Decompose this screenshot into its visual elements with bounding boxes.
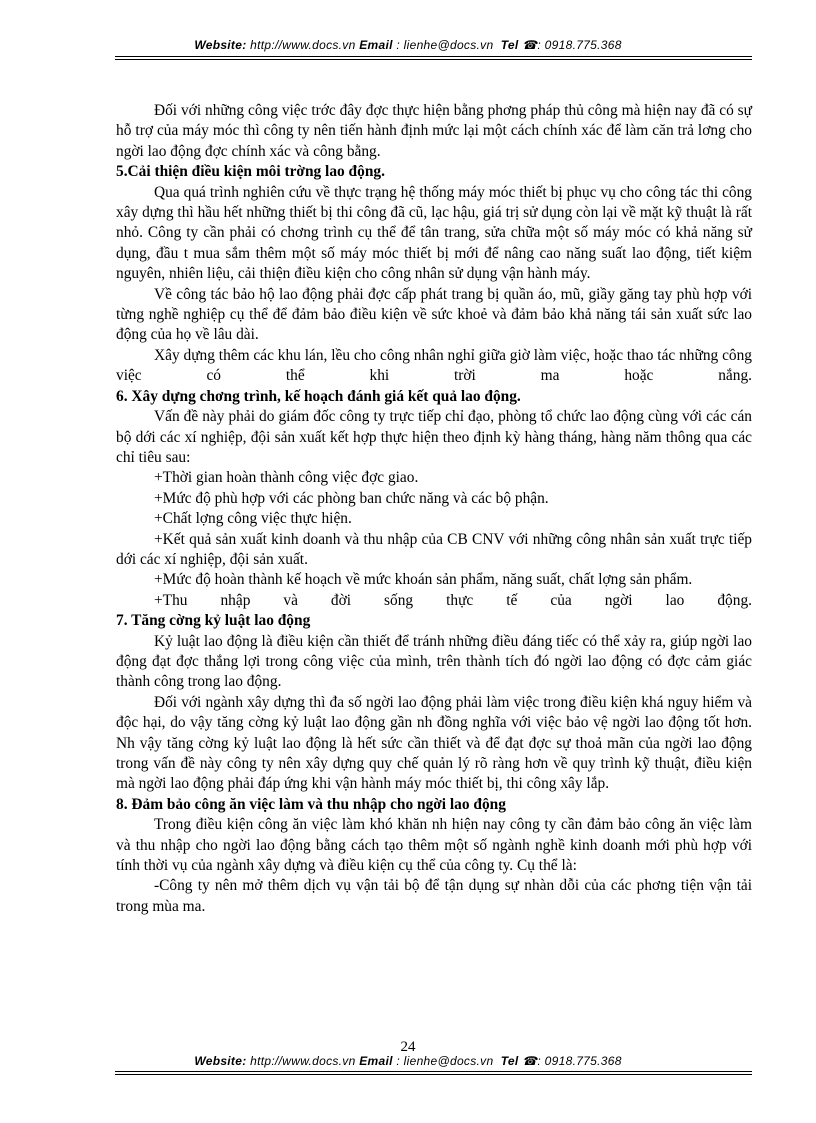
header-email-value[interactable]: : lienhe@docs.vn [396,38,494,52]
phone-icon: ☎ [522,38,538,52]
paragraph: Đối với ngành xây dựng thì đa số ngời lao động phải làm việc trong điều kiện khá nguy hiểm và độc hại, do vậy tăng cờng kỷ luật lao động gần nh đồng nghĩa với việc bảo vệ ngời lao động tốt hơn. Nh vậy tăng cờng kỷ luật lao động là hết sức cần thiết và để đạt đợc sự thoả mãn của ngời lao động trong vấn đề này công ty nên xây dựng quy chế quản lý rõ ràng hơn về quy trình kỹ thuật, điều kiện mà ngời lao động phải đáp ứng khi vận hành máy móc thiết bị, thi công xây lắp. [116,693,752,793]
section-heading-5: 5.Cải thiện điều kiện môi trờng lao động. [116,163,385,181]
list-item: +Mức độ phù hợp với các phòng ban chức năng và các bộ phận. [154,489,549,507]
footer-email-label: Email [359,1054,393,1068]
list-item: +Thời gian hoàn thành công việc đợc giao. [154,469,419,487]
page-number: 24 [400,1039,416,1055]
footer-website-url[interactable]: http://www.docs.vn [250,1054,356,1068]
page-header [0,38,816,52]
section-heading-7: 7. Tăng cờng kỷ luật lao động [116,612,311,630]
page-body [116,101,752,917]
list-item: +Chất lợng công việc thực hiện. [154,510,352,528]
paragraph: Xây dựng thêm các khu lán, lều cho công nhân nghỉ giữa giờ làm việc, hoặc thao tác những công việc có thể khi trời ma hoặc nắng. [116,346,752,385]
footer-tel-label: Tel [500,1054,519,1068]
paragraph: Vấn đề này phải do giám đốc công ty trực tiếp chỉ đạo, phòng tổ chức lao động cùng với các cán bộ dới các xí nghiệp, đội sản xuất kết hợp thực hiện theo định kỳ hàng tháng, hàng năm thông qua các chỉ tiêu sau: [116,408,752,466]
footer-tel-value: : 0918.775.368 [537,1054,622,1068]
paragraph: Trong điều kiện công ăn việc làm khó khăn nh hiện nay công ty cần đảm bảo công ăn việc làm và thu nhập cho ngời lao động bằng cách tạo thêm một số ngành nghề kinh doanh mới phù hợp với tính thời vụ của ngành xây dựng và điều kiện cụ thể của công ty. Cụ thể là: [116,816,752,875]
phone-icon: ☎ [522,1054,538,1068]
paragraph: Kỷ luật lao động là điều kiện cần thiết để tránh những điều đáng tiếc có thể xảy ra, giúp ngời lao động đạt đợc thắng lợi trong công việc của mình, trên thành tích đó ngời lao động có đợc cảm giác thành công trong lao động. [116,632,752,691]
list-item: +Mức độ hoàn thành kế hoạch về mức khoán sản phẩm, năng suất, chất lợng sản phẩm. [154,571,693,589]
header-website-url[interactable]: http://www.docs.vn [250,38,356,52]
paragraph: Về công tác bảo hộ lao động phải đợc cấp phát trang bị quần áo, mũ, giầy găng tay phù hợp với từng nghề nghiệp cụ thể để đảm bảo điều kiện về sức khoẻ và đảm bảo khả năng tái sản xuất sức lao động của họ về lâu dài. [116,285,752,344]
paragraph: -Công ty nên mở thêm dịch vụ vận tải bộ để tận dụng sự nhàn dỗi của các phơng tiện vận tải trong mùa ma. [116,877,752,915]
paragraph: Qua quá trình nghiên cứu về thực trạng hệ thống máy móc thiết bị phục vụ cho công tác thi công xây dựng thì hầu hết những thiết bị thi công đã cũ, lạc hậu, giá trị sử dụng còn lại về mặt kỹ thuật là rất nhỏ. Công ty cần phải có chơng trình cụ thể để tân trang, sửa chữa một số máy móc có khả năng sử dụng, đầu t mua sắm thêm một số máy móc thiết bị mới để nâng cao năng suất lao động, tiết kiệm nguyên, nhiên liệu, cải thiện điều kiện cho công nhân sử dụng vận hành máy. [116,183,752,283]
header-rule [115,56,752,57]
footer-rule [115,1071,752,1072]
paragraph: Đối với những công việc trớc đây đợc thực hiện bằng phơng pháp thủ công mà hiện nay đã có sự hỗ trợ của máy móc thì công ty nên tiến hành định mức lại một cách chính xác để làm căn trả lơng cho ngời lao động đợc chính xác và công bằng. [116,102,752,160]
footer-rule-2 [115,1074,752,1075]
header-tel-label: Tel [500,38,519,52]
footer-website-label: Website: [194,1054,247,1068]
header-rule-2 [115,59,752,60]
footer-email-value[interactable]: : lienhe@docs.vn [396,1054,494,1068]
page-footer [0,1054,816,1068]
header-website-label: Website: [194,38,247,52]
section-heading-8: 8. Đảm bảo công ăn việc làm và thu nhập cho ngời lao động [116,795,506,813]
list-item: +Thu nhập và đời sống thực tế của ngời lao động. [154,591,752,609]
section-heading-6: 6. Xây dựng chơng trình, kế hoạch đánh giá kết quả lao động. [116,387,521,405]
header-tel-value: : 0918.775.368 [537,38,622,52]
header-email-label: Email [359,38,393,52]
list-item: +Kết quả sản xuất kinh doanh và thu nhập của CB CNV với những công nhân sản xuất trực tiếp dới các xí nghiệp, đội sản xuất. [116,530,752,568]
